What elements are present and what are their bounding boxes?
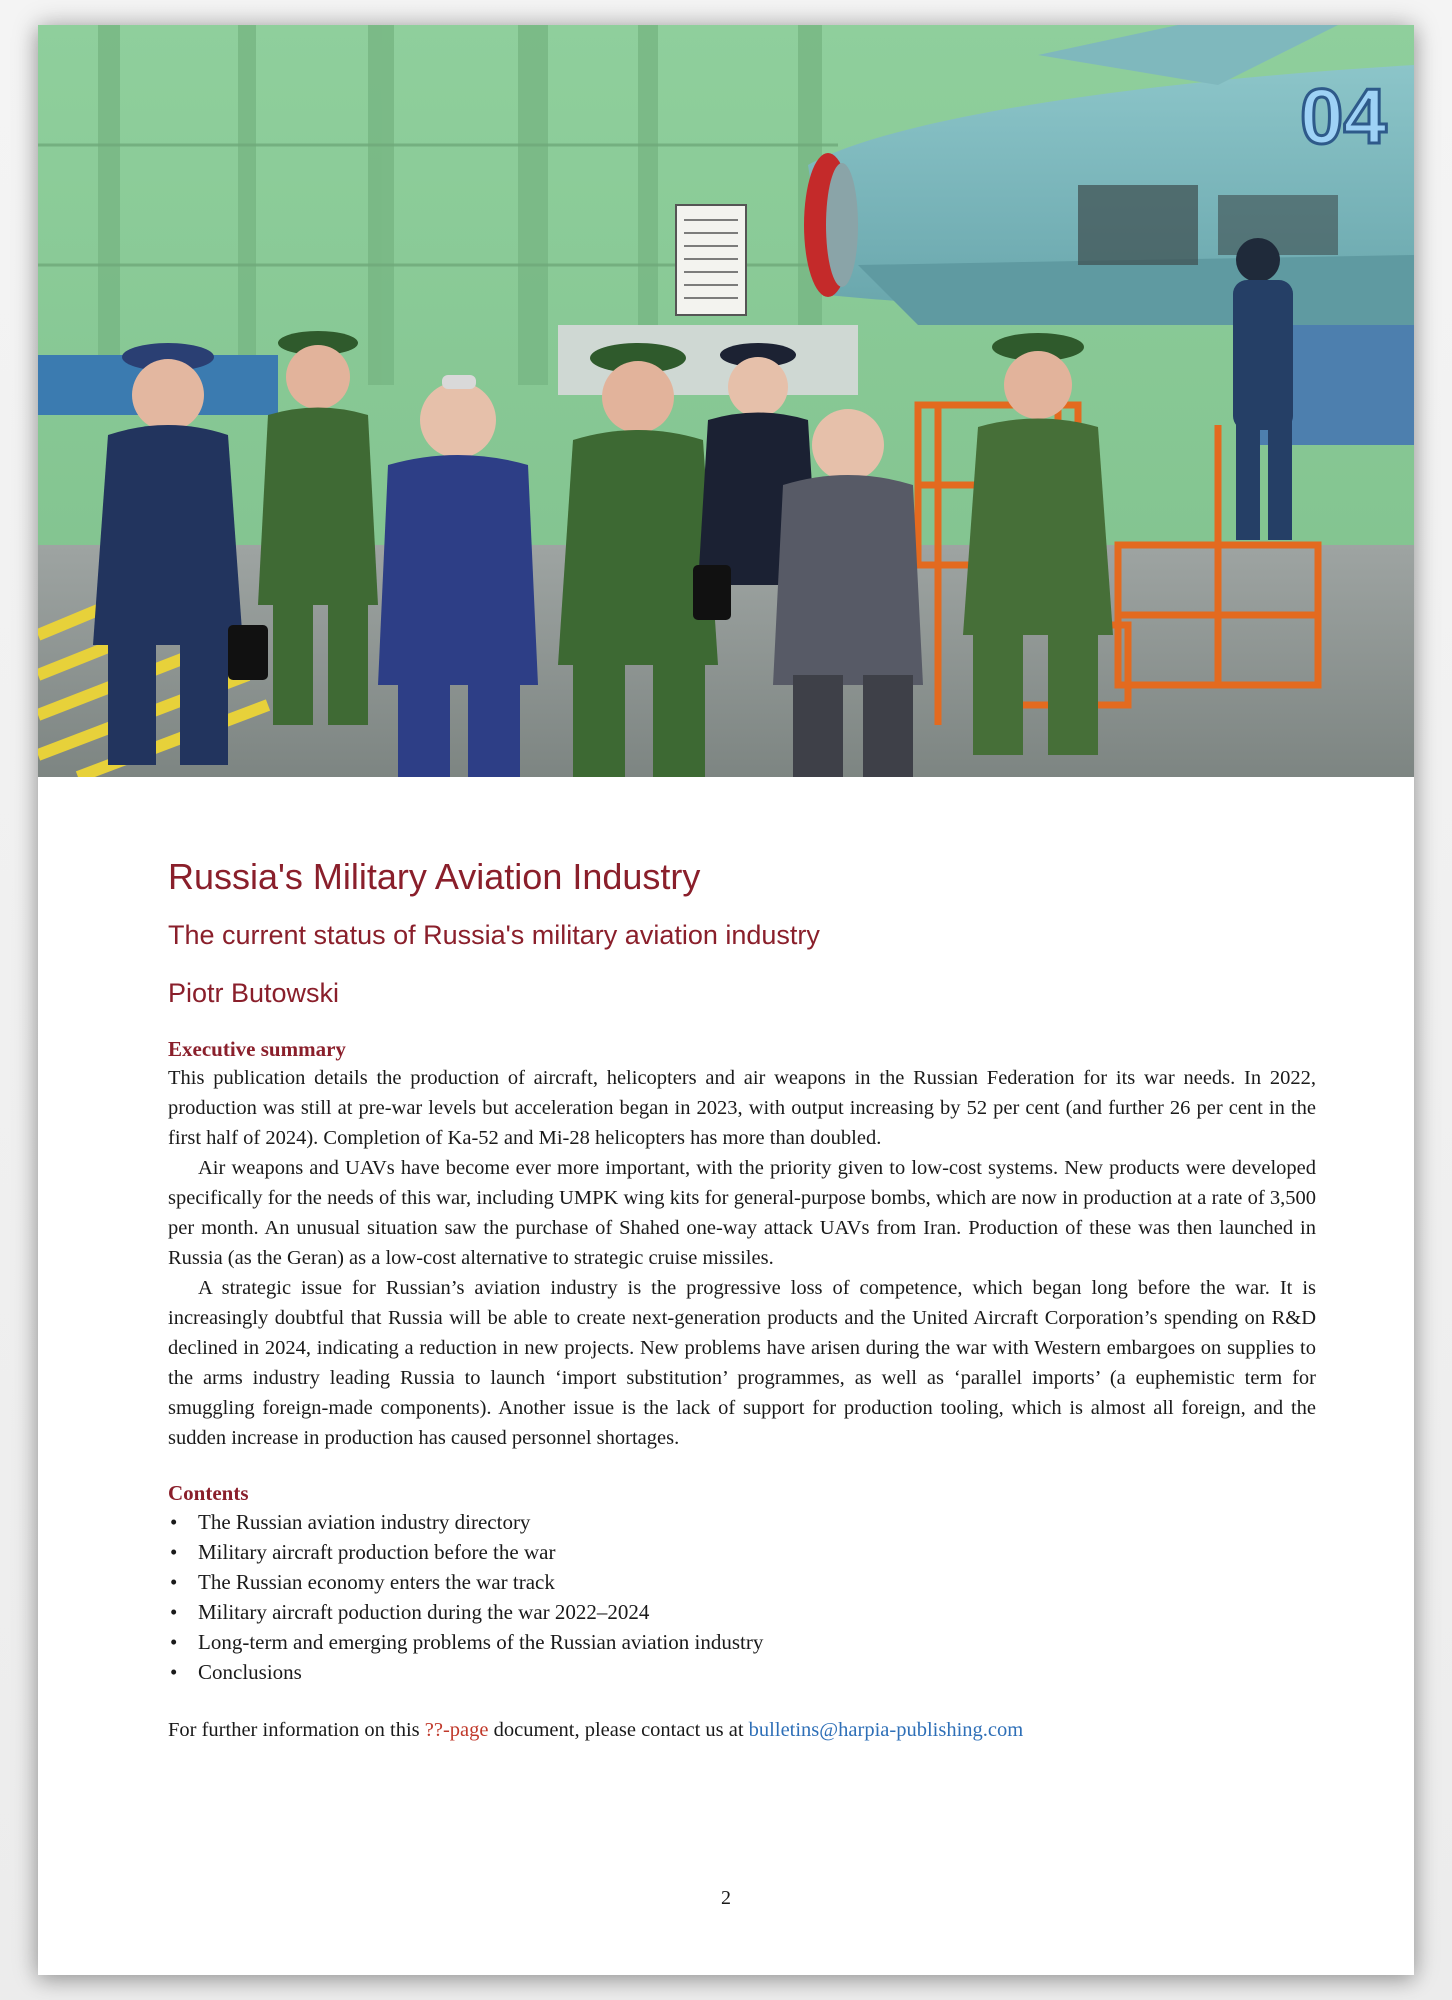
summary-paragraph-1: This publication details the production of aircraft, helicopters and air weapons in the Russian Federation for its war needs. In 2022, production was still at pre-war levels but acceleration began in 2023, with output increasing by 52 per cent (and further 26 per cent in the first half of 2024). Completion of Ka-52 and Mi-28 helicopters has more than doubled.: [168, 1067, 1316, 1149]
bullet-icon: •: [170, 1600, 178, 1624]
executive-summary-heading: Executive summary: [168, 1037, 346, 1061]
summary-paragraph-2: Air weapons and UAVs have become ever more important, with the priority given to low-cost systems. New products were developed specifically for the needs of this war, including UMPK wing kits for general-purpose bombs, which are now in production at a rate of 3,500 per month. An unusual situation saw the purchase of Shahed one-way attack UAVs from Iran. Production of these was then launched in Russia (as the Geran) as a low-cost alternative to strategic cruise missiles.: [168, 1157, 1316, 1269]
contents-item: • Military aircraft production before the war: [168, 1537, 1316, 1567]
hero-photo: [38, 25, 1414, 777]
aircraft-number: 04: [1300, 72, 1387, 160]
author-name: Piotr Butowski: [168, 978, 340, 1008]
contents-item: • The Russian economy enters the war track: [168, 1567, 1316, 1597]
contents-item: • The Russian aviation industry directory: [168, 1507, 1316, 1537]
contents-item: • Conclusions: [168, 1657, 1316, 1687]
bullet-icon: •: [170, 1630, 178, 1654]
contents-item: • Military aircraft poduction during the war 2022–2024: [168, 1597, 1316, 1627]
bullet-icon: •: [170, 1660, 178, 1684]
contents-heading: Contents: [168, 1481, 249, 1505]
contents-list: [168, 1507, 1316, 1687]
contact-line: For further information on this ??-page document, please contact us at bulletins@harpia-publishing.com: [168, 1719, 1024, 1741]
document-title: Russia's Military Aviation Industry: [168, 856, 701, 897]
bullet-icon: •: [170, 1540, 178, 1564]
summary-paragraph-3: A strategic issue for Russian’s aviation industry is the progressive loss of competence, which began long before the war. It is increasingly doubtful that Russia will be able to create next-generation products and the United Aircraft Corporation’s spending on R&D declined in 2024, indicating a reduction in new projects. New problems have arisen during the war with Western embargoes on supplies to the arms industry leading Russia to launch ‘import substitution’ programmes, as well as ‘parallel imports’ (a euphemistic term for smuggling foreign-made components). Another issue is the lack of support for production tooling, which is almost all foreign, and the sudden increase in production has caused personnel shortages.: [168, 1277, 1316, 1449]
page-number: 2: [721, 1887, 731, 1909]
bullet-icon: •: [170, 1570, 178, 1594]
bullet-icon: •: [170, 1510, 178, 1534]
page-count-reference[interactable]: ??-page: [424, 1719, 489, 1741]
document-content: [168, 855, 1316, 1745]
contact-email-link[interactable]: bulletins@harpia-publishing.com: [748, 1719, 1024, 1741]
contents-item: • Long-term and emerging problems of the Russian aviation industry: [168, 1627, 1316, 1657]
document-page: [38, 25, 1414, 1975]
document-subtitle: The current status of Russia's military aviation industry: [168, 920, 820, 950]
